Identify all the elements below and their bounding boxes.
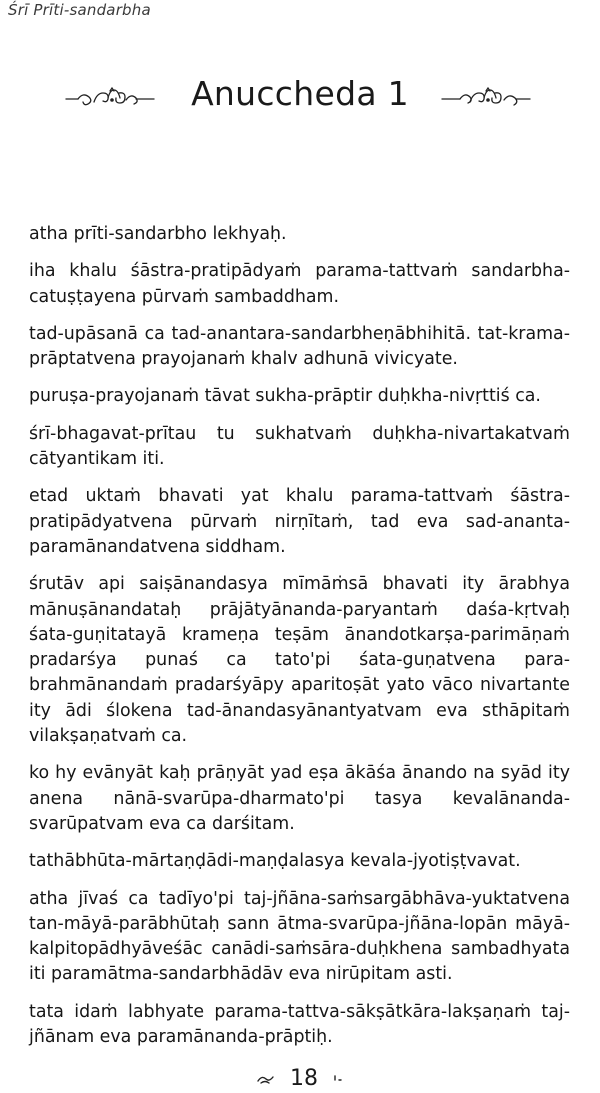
- paragraph: puruṣa-prayojanaṁ tāvat sukha-prāptir duḥkha-nivṛttiś ca.: [29, 386, 541, 407]
- paragraph: śrī-bhagavat-prītau tu sukhatvaṁ duḥkha-nivartakatvaṁ cātyantikam iti.: [29, 423, 570, 470]
- body-text: [29, 222, 570, 1062]
- paragraph: tathābhūta-mārtaṇḍādi-maṇḍalasya kevala-jyotiṣṭvavat.: [29, 851, 521, 872]
- paragraph: tad-upāsanā ca tad-anantara-sandarbheṇābhihitā. tat-krama-prāptatvena prayojanaṁ khalv adhunā vivicyate.: [29, 323, 570, 370]
- running-head: Śrī Prīti-sandarbha: [8, 1, 151, 19]
- chapter-title: Anuccheda 1: [191, 74, 409, 113]
- paragraph: ko hy evānyāt kaḥ prāṇyāt yad eṣa ākāśa ānando na syād ity anena nānā-svarūpa-dharmato'pi tasya kevalānanda-svarūpatvam eva ca darśitam.: [29, 763, 570, 834]
- paragraph: tata idaṁ labhyate parama-tattva-sākṣātkāra-lakṣaṇaṁ taj-jñānam eva paramānanda-prāptiḥ.: [29, 1001, 570, 1048]
- paragraph: iha khalu śāstra-pratipādyaṁ parama-tattvaṁ sandarbha-catuṣṭayena pūrvaṁ sambaddham.: [29, 261, 570, 307]
- right-flourish-icon: [333, 1066, 343, 1091]
- paragraph: etad uktaṁ bhavati yat khalu parama-tattvaṁ śāstra-pratipādyatvena pūrvaṁ nirṇītaṁ, tad eva sad-ananta-paramānandatvena siddham.: [29, 486, 570, 557]
- paragraph: atha jīvaś ca tadīyo'pi taj-jñāna-saṁsargābhāva-yuktatvena tan-māyā-parābhūtaḥ sann ātma-svarūpa-jñāna-lopān māyā-kalpitopādhyāveśāc canādi-saṁsāra-duḥkhena sambadhyata iti paramātma-sandarbhādāv eva nirūpitam asti.: [29, 888, 570, 985]
- paragraph: atha prīti-sandarbho lekhyaḥ.: [29, 224, 287, 244]
- chapter-heading: [0, 74, 600, 124]
- paragraph: śrutāv api saiṣānandasya mīmāṁsā bhavati ity ārabhya mānuṣānandataḥ prājātyānanda-paryantaṁ daśa-kṛtvaḥ śata-guṇitatayā krameṇa teṣām ānandotkarṣa-parimāṇaṁ pradarśya punaś ca tato'pi śata-guṇatvena para-brahmānandaṁ pradarśyāpy aparitoṣāt yato vāco nivartante ity ādi ślokena tad-ānandasyānantyatvam eva sthāpitaṁ vilakṣaṇatvaṁ ca.: [29, 574, 570, 747]
- page-number: 18: [290, 1065, 318, 1091]
- floral-ornament-icon: [440, 86, 532, 113]
- left-flourish-icon: [257, 1066, 275, 1091]
- page-footer: [0, 1065, 600, 1091]
